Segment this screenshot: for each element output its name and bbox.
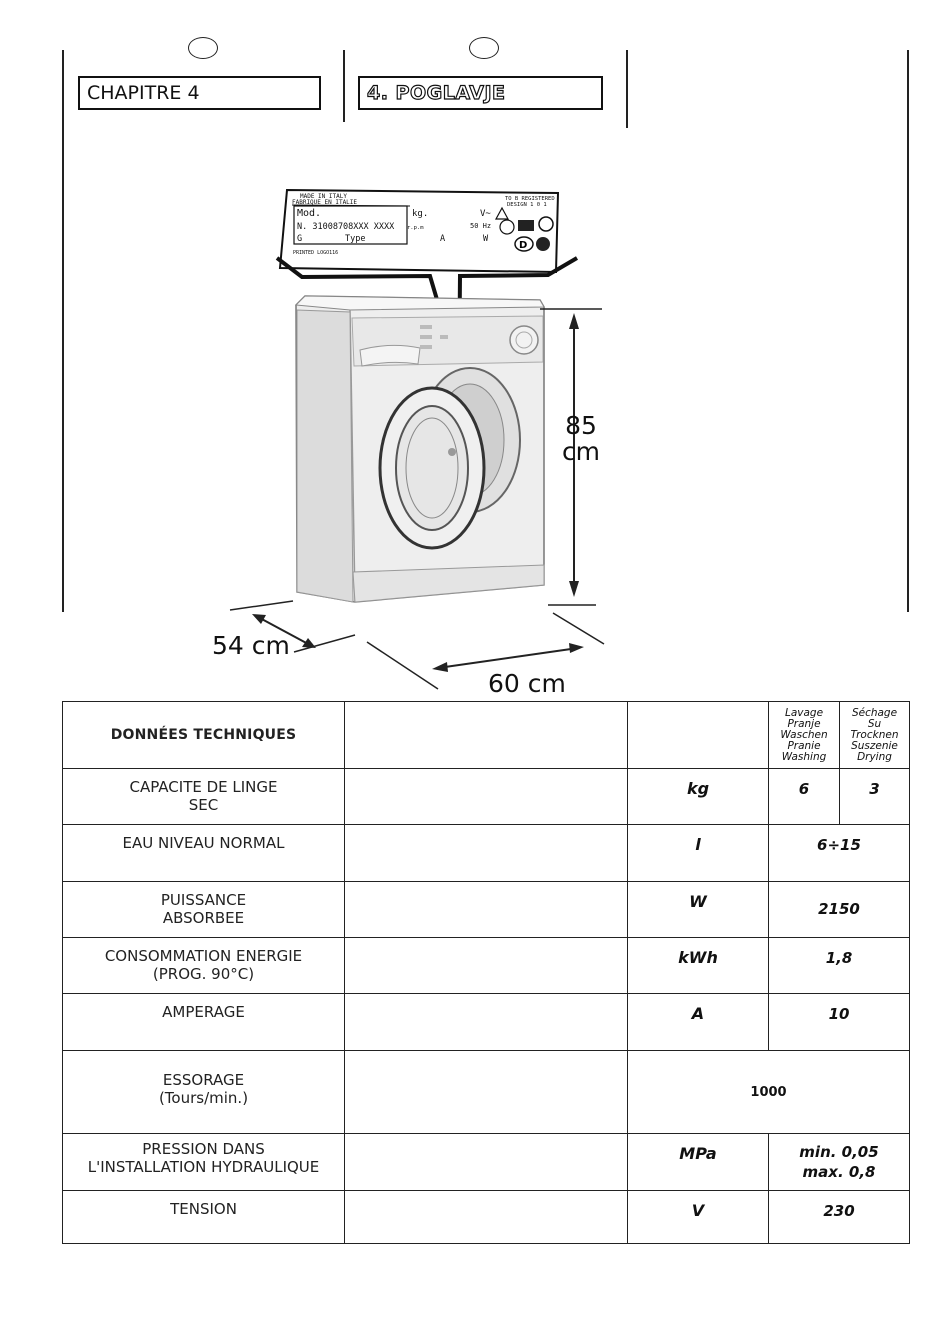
plate-number: N. 31008708XXX XXXX — [297, 222, 395, 232]
table-row — [63, 769, 910, 825]
row-value-dry: 3 — [840, 769, 910, 825]
row-value: 10 — [769, 994, 910, 1051]
column-dry — [840, 702, 910, 769]
table-row — [63, 702, 910, 769]
approval-mark-icon — [518, 220, 534, 231]
row-value: 230 — [769, 1191, 910, 1244]
dry-label-sl: Su — [867, 718, 882, 730]
wash-label-sl: Pranje — [787, 718, 821, 730]
row-value: min. 0,05 max. 0,8 — [769, 1134, 910, 1191]
row-label: PUISSANCE ABSORBEE — [63, 882, 345, 938]
table-row — [63, 994, 910, 1051]
plate-w: W — [483, 234, 489, 244]
plate-made-in: MADE IN ITALY — [300, 193, 347, 200]
wash-label-fr: Lavage — [784, 707, 824, 719]
dry-label-en: Drying — [857, 751, 892, 763]
plate-type: Type — [345, 234, 366, 244]
row-label: AMPERAGE — [63, 994, 345, 1051]
table-heading: DONNÉES TECHNIQUES — [63, 702, 345, 769]
table-row — [63, 1191, 910, 1244]
dry-label-pl: Suszenie — [851, 740, 898, 752]
plate-registered: TO B REGISTERED — [505, 196, 555, 202]
chapter-title-fr-text: CHAPITRE 4 — [87, 82, 200, 104]
washing-machine-body — [296, 296, 544, 602]
plate-a: A — [440, 234, 446, 244]
table-row — [63, 938, 910, 994]
row-unit: kWh — [628, 938, 769, 994]
wash-label-pl: Pranie — [787, 740, 821, 752]
row-value: 6÷15 — [769, 825, 910, 882]
plate-kg: kg. — [412, 209, 429, 219]
technical-data-table — [62, 701, 910, 1244]
rating-plate — [280, 190, 558, 272]
table-row — [63, 825, 910, 882]
height-unit: cm — [561, 437, 601, 466]
width-dimension-label: 60 cm — [488, 669, 566, 698]
depth-dimension-label: 54 cm — [212, 631, 290, 660]
plate-volt: V~ — [480, 209, 491, 219]
plate-fabrique: FABRIQUE EN ITALIE — [292, 199, 358, 206]
height-dimension-label — [556, 413, 606, 465]
row-label: ESSORAGE (Tours/min.) — [63, 1051, 345, 1134]
wash-label-en: Washing — [781, 751, 827, 763]
row-label: CONSOMMATION ENERGIE (PROG. 90°C) — [63, 938, 345, 994]
row-unit: W — [628, 882, 769, 938]
row-value-wash: 6 — [769, 769, 840, 825]
table-row — [63, 882, 910, 938]
row-label: EAU NIVEAU NORMAL — [63, 825, 345, 882]
table-row — [63, 1051, 910, 1134]
plate-hz: 50 Hz — [470, 222, 492, 230]
table-row — [63, 1134, 910, 1191]
dry-label-fr: Séchage — [851, 707, 898, 719]
row-unit: l — [628, 825, 769, 882]
plate-rpm: r.p.m — [407, 225, 424, 231]
column-wash — [769, 702, 840, 769]
chapter-title-sl-text: 4. POGLAVJE — [367, 82, 506, 104]
round-mark-icon — [536, 237, 550, 251]
blank-cell — [345, 702, 628, 769]
row-value: 2150 — [769, 882, 910, 938]
row-unit: kg — [628, 769, 769, 825]
blank-cell — [628, 702, 769, 769]
spin-speed-value: 1000 — [628, 1051, 910, 1134]
program-knob-icon — [510, 326, 538, 354]
height-value: 85 — [565, 411, 597, 440]
d-mark-letter-icon: D — [519, 240, 528, 251]
row-unit: V — [628, 1191, 769, 1244]
plate-design: DESIGN 1 0 1 — [507, 202, 547, 208]
row-unit: A — [628, 994, 769, 1051]
row-label: CAPACITE DE LINGE SEC — [63, 769, 345, 825]
wash-label-de: Waschen — [780, 729, 828, 741]
row-label: TENSION — [63, 1191, 345, 1244]
plate-printed: PRINTED LOGO116 — [293, 250, 339, 256]
plate-g: G — [297, 234, 303, 244]
plate-mod: Mod. — [297, 208, 322, 219]
row-unit: MPa — [628, 1134, 769, 1191]
row-value: 1,8 — [769, 938, 910, 994]
dry-label-de: Trocknen — [850, 729, 899, 741]
row-label: PRESSION DANS L'INSTALLATION HYDRAULIQUE — [63, 1134, 345, 1191]
